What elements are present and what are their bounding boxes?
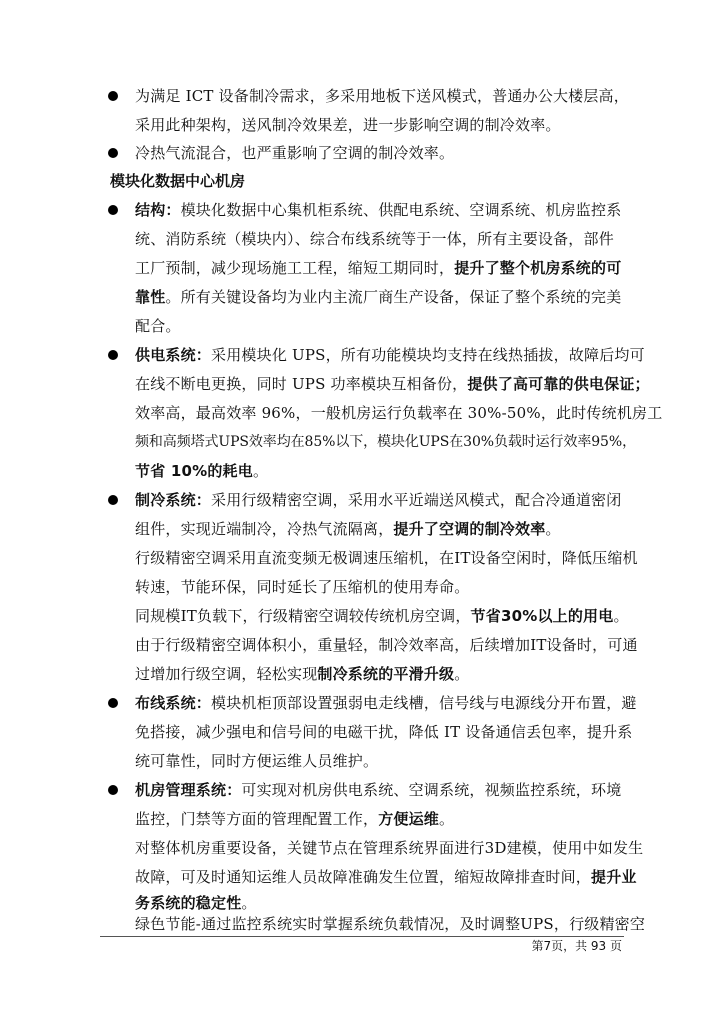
paragraph-line: 监控，门禁等方面的管理配置工作，方便运维。	[135, 810, 455, 828]
paragraph-line: 频和高频塔式UPS效率均在85%以下，模块化UPS在30%负载时运行效率95%，	[135, 434, 636, 450]
highlight-text: 务系统的稳定性	[135, 894, 242, 912]
item-title: 结构：	[135, 201, 181, 219]
paragraph-line: 供电系统：采用模块化 UPS，所有功能模块均支持在线热插拔，故障后均可	[135, 346, 645, 364]
paragraph-line: 冷热气流混合，也严重影响了空调的制冷效率。	[135, 144, 455, 162]
item-title: 制冷系统：	[135, 491, 212, 509]
paragraph-line: 组件，实现近端制冷，冷热气流隔离，提升了空调的制冷效率。	[135, 520, 561, 538]
paragraph-line: 过增加行级空调，轻松实现制冷系统的平滑升级。	[135, 665, 470, 683]
paragraph-line: 故障，可及时通知运维人员故障准确发生位置，缩短故障排查时间，提升业	[135, 868, 637, 886]
paragraph-line: 务系统的稳定性。	[135, 894, 257, 912]
paragraph-line: 免搭接，减少强电和信号间的电磁干扰，降低 IT 设备通信丢包率，提升系	[135, 723, 633, 741]
paragraph-line: 配合。	[135, 317, 181, 335]
highlight-text: 制冷系统的平滑升级	[317, 665, 455, 683]
bullet-icon	[108, 785, 118, 795]
paragraph-line: 统、消防系统（模块内）、综合布线系统等于一体，所有主要设备，部件	[135, 230, 614, 248]
paragraph-line: 效率高，最高效率 96%，一般机房运行负载率在 30%-50%，此时传统机房工	[135, 404, 663, 422]
highlight-text: 提升业	[591, 868, 637, 886]
item-title: 布线系统：	[135, 694, 212, 712]
paragraph-line: 统可靠性，同时方便运维人员维护。	[135, 752, 379, 770]
paragraph-line: 转速，节能环保，同时延长了压缩机的使用寿命。	[135, 578, 470, 596]
paragraph-line: 靠性。所有关键设备均为业内主流厂商生产设备，保证了整个系统的完美	[135, 288, 622, 306]
highlight-text: 节省30%以上的用电	[470, 607, 614, 625]
page-number: 第7页，共 93 页	[531, 939, 622, 953]
paragraph-line: 结构：模块化数据中心集机柜系统、供配电系统、空调系统、机房监控系	[135, 201, 622, 219]
paragraph-line: 绿色节能-通过监控系统实时掌握系统负载情况，及时调整UPS，行级精密空	[135, 915, 646, 933]
section-heading: 模块化数据中心机房	[110, 172, 246, 190]
highlight-text: 节省 10%的耗电	[135, 462, 253, 480]
bullet-icon	[108, 148, 118, 158]
paragraph-line: 节省 10%的耗电。	[135, 462, 269, 480]
highlight-text: 靠性	[135, 288, 166, 306]
footer-divider	[100, 936, 624, 937]
bullet-icon	[108, 495, 118, 505]
highlight-text: 提升了空调的制冷效率	[393, 520, 546, 538]
highlight-text: 提供了高可靠的供电保证；	[467, 375, 650, 393]
item-title: 供电系统：	[135, 346, 212, 364]
item-title: 机房管理系统：	[135, 781, 242, 799]
bullet-icon	[108, 350, 118, 360]
paragraph-line: 对整体机房重要设备，关键节点在管理系统界面进行3D建模，使用中如发生	[135, 839, 644, 857]
paragraph-line: 布线系统：模块机柜顶部设置强弱电走线槽，信号线与电源线分开布置，避	[135, 694, 637, 712]
paragraph-line: 采用此种架构，送风制冷效果差，进一步影响空调的制冷效率。	[135, 116, 561, 134]
paragraph-line: 机房管理系统：可实现对机房供电系统、空调系统，视频监控系统，环境	[135, 781, 622, 799]
paragraph-line: 由于行级精密空调体积小，重量轻，制冷效率高，后续增加IT设备时，可通	[135, 636, 638, 654]
bullet-icon	[108, 205, 118, 215]
paragraph-line: 为满足 ICT 设备制冷需求，多采用地板下送风模式，普通办公大楼层高，	[135, 87, 629, 105]
paragraph-line: 制冷系统：采用行级精密空调，采用水平近端送风模式，配合冷通道密闭	[135, 491, 622, 509]
bullet-icon	[108, 91, 118, 101]
highlight-text: 提升了整个机房系统的可	[454, 259, 622, 277]
paragraph-line: 行级精密空调采用直流变频无极调速压缩机，在IT设备空闲时，降低压缩机	[135, 549, 638, 567]
paragraph-line: 在线不断电更换，同时 UPS 功率模块互相备份，提供了高可靠的供电保证；	[135, 375, 650, 393]
paragraph-line: 工厂预制，减少现场施工工程，缩短工期同时，提升了整个机房系统的可	[135, 259, 622, 277]
bullet-icon	[108, 698, 118, 708]
paragraph-line: 同规模IT负载下，行级精密空调较传统机房空调，节省30%以上的用电。	[135, 607, 629, 625]
highlight-text: 方便运维	[378, 810, 440, 828]
